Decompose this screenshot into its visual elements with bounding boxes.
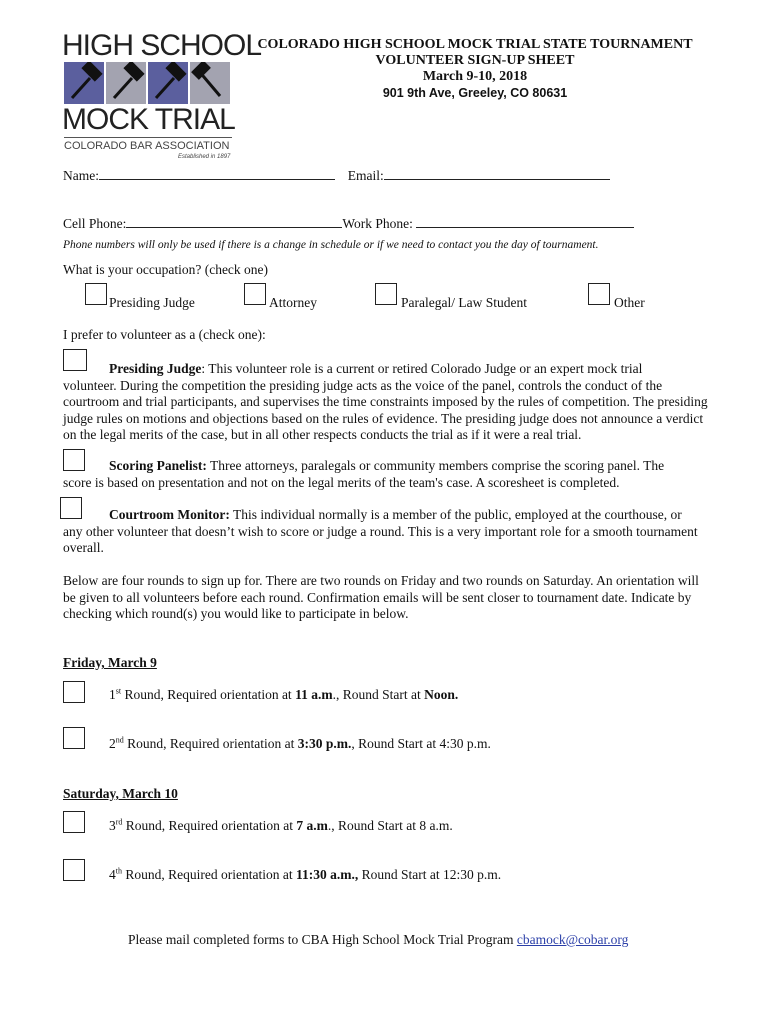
role-title-courtroom-monitor: Courtroom Monitor: — [109, 507, 230, 522]
header-dates: March 9-10, 2018 — [422, 69, 528, 84]
gavel-icon — [64, 62, 232, 104]
footer-text: Please mail completed forms to CBA High School Mock Trial Program — [128, 932, 517, 947]
rounds-intro: Below are four rounds to sign up for. There are two rounds on Friday and two rounds on Saturday. An orientation will be given to all volunteers before each round. Confirmation emails will be sent closer to tournament date. Indicate by checking which round(s) you would like to participate in below. — [63, 573, 699, 621]
footer-email-link[interactable]: cbamock@cobar.org — [516, 932, 629, 947]
occupation-question: What is your occupation? (check one) — [63, 262, 269, 277]
logo-rule — [64, 137, 232, 138]
logo — [60, 29, 262, 160]
cell-phone-label: Cell Phone: — [63, 216, 127, 231]
role-firstline-scoring-panelist: Three attorneys, paralegals or community members comprise the scoring panel. The — [206, 458, 665, 473]
round-2-text: 2nd Round, Required orientation at 3:30 p.m., Round Start at 4:30 p.m. — [109, 735, 491, 751]
occupation-checkbox-paralegal[interactable] — [375, 283, 397, 305]
occupation-checkbox-presiding-judge[interactable] — [85, 283, 107, 305]
role-firstline-presiding-judge: : This volunteer role is a current or retired Colorado Judge or an expert mock trial — [201, 361, 643, 376]
header-title: COLORADO HIGH SCHOOL MOCK TRIAL STATE TOURNAMENT — [257, 37, 693, 52]
logo-org: COLORADO BAR ASSOCIATION — [64, 140, 230, 152]
role-desc-courtroom-monitor: any other volunteer that doesn’t wish to score or judge a round. This is a very important role for a smooth tournament overall. — [63, 523, 698, 555]
round-3-checkbox[interactable] — [63, 811, 85, 833]
occupation-checkbox-other[interactable] — [588, 283, 610, 305]
role-title-scoring-panelist: Scoring Panelist: — [109, 458, 207, 473]
gavel-tiles — [64, 62, 232, 104]
round-3-text: 3rd Round, Required orientation at 7 a.m., Round Start at 8 a.m. — [109, 817, 453, 833]
role-desc-presiding-judge: volunteer. During the competition the presiding judge acts as the voice of the panel, controls the conduct of the courtroom and trial participants, and supervises the time constraints imposed by the rules of competition. The presiding judge rules on motions and objections based on the rules of evidence. The presiding judge does not announce a verdict on the legal merits of the case, but in all other respects conducts the trial as if it were a real trial. — [63, 377, 708, 442]
saturday-heading: Saturday, March 10 — [63, 786, 178, 801]
work-phone-label: Work Phone: — [342, 216, 413, 231]
round-4-checkbox[interactable] — [63, 859, 85, 881]
phone-note: Phone numbers will only be used if there is a change in schedule or if we need to contact you the day of tournament. — [63, 239, 599, 251]
email-label: Email: — [347, 168, 384, 183]
cell-phone-field[interactable] — [126, 215, 342, 228]
logo-line1: HIGH SCHOOL — [62, 29, 262, 62]
role-courtroom-monitor — [63, 507, 708, 557]
header-subtitle: VOLUNTEER SIGN-UP SHEET — [375, 53, 575, 68]
role-desc-scoring-panelist: score is based on presentation and not on the legal merits of the team's case. A scoresheet is completed. — [63, 474, 620, 490]
round-1-checkbox[interactable] — [63, 681, 85, 703]
role-presiding-judge — [63, 361, 708, 444]
prefer-question: I prefer to volunteer as a (check one): — [63, 327, 266, 342]
role-firstline-courtroom-monitor: This individual normally is a member of the public, employed at the courthouse, or — [229, 507, 682, 522]
name-row — [63, 167, 683, 185]
document-header — [250, 37, 700, 101]
phone-row — [63, 215, 703, 233]
occupation-label-attorney: Attorney — [269, 295, 317, 310]
email-field[interactable] — [384, 167, 610, 180]
logo-established: Established in 1897 — [178, 154, 231, 160]
name-label: Name: — [63, 168, 99, 183]
occupation-label-other: Other — [614, 295, 645, 310]
name-field[interactable] — [99, 167, 335, 180]
occupation-label-paralegal: Paralegal/ Law Student — [401, 295, 527, 310]
logo-line2: MOCK TRIAL — [62, 103, 235, 136]
friday-heading: Friday, March 9 — [63, 655, 157, 670]
round-2-checkbox[interactable] — [63, 727, 85, 749]
header-address: 901 9th Ave, Greeley, CO 80631 — [382, 86, 568, 100]
round-4-text: 4th Round, Required orientation at 11:30 a.m., Round Start at 12:30 p.m. — [109, 866, 502, 882]
occupation-label-presiding-judge: Presiding Judge — [109, 295, 195, 310]
round-1-text: 1st Round, Required orientation at 11 a.m., Round Start at Noon. — [109, 686, 459, 702]
role-title-presiding-judge: Presiding Judge — [109, 361, 202, 376]
occupation-checkbox-attorney[interactable] — [244, 283, 266, 305]
role-scoring-panelist — [63, 458, 708, 491]
footer — [128, 932, 628, 949]
work-phone-field[interactable] — [416, 215, 634, 228]
